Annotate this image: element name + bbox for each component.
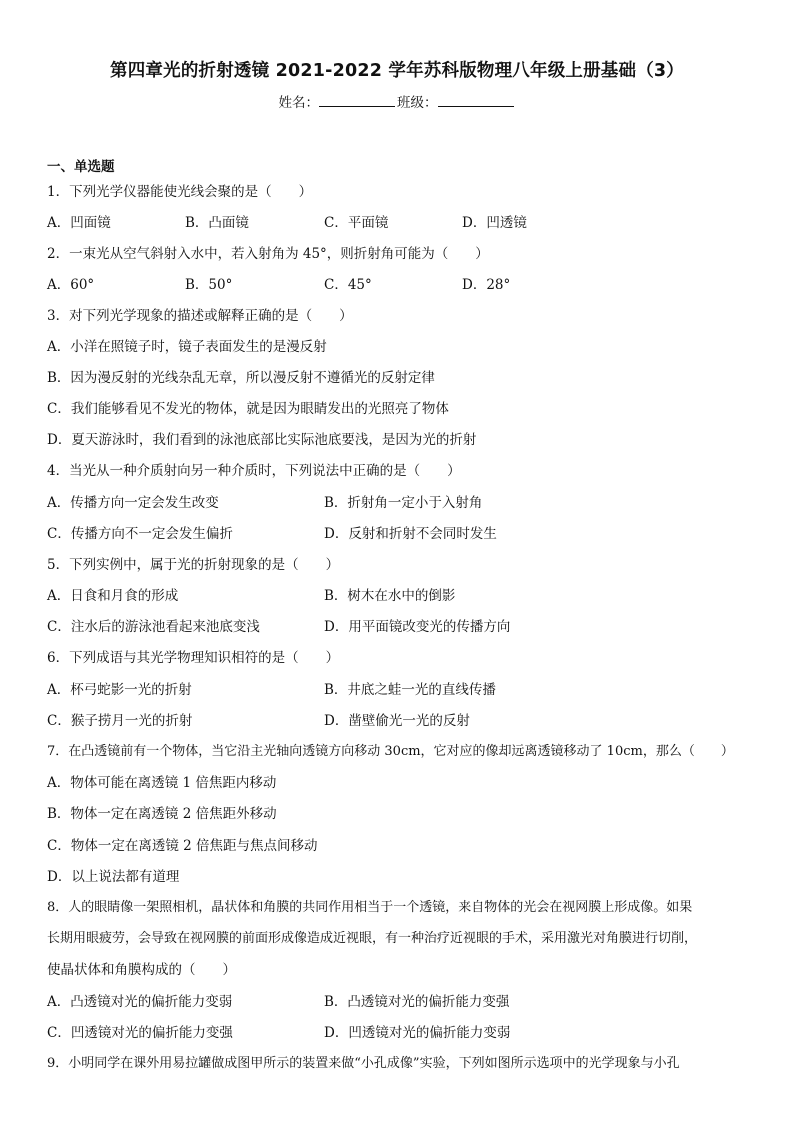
student-info bbox=[0, 91, 794, 111]
option[interactable]: B．折射角一定小于入射角 bbox=[324, 495, 483, 511]
option[interactable]: A．传播方向一定会发生改变 bbox=[47, 495, 219, 511]
option[interactable]: D．以上说法都有道理 bbox=[47, 869, 180, 885]
question-options bbox=[47, 709, 747, 727]
question-options bbox=[47, 522, 747, 540]
question-stem: 1．下列光学仪器能使光线会聚的是（ ） bbox=[47, 184, 313, 200]
question-options bbox=[47, 584, 747, 602]
page-title: 第四章光的折射透镜 2021-2022 学年苏科版物理八年级上册基础（3） bbox=[110, 61, 684, 81]
option[interactable]: C．物体一定在离透镜 2 倍焦距与焦点间移动 bbox=[47, 838, 318, 854]
option[interactable]: C．45° bbox=[324, 277, 372, 293]
name-label: 姓名： bbox=[278, 95, 319, 111]
question-options bbox=[47, 491, 747, 509]
option[interactable]: C．注水后的游泳池看起来池底变浅 bbox=[47, 619, 260, 635]
option[interactable]: B．50° bbox=[185, 277, 233, 293]
option[interactable]: B．井底之蛙一光的直线传播 bbox=[324, 682, 496, 698]
option[interactable]: A．杯弓蛇影一光的折射 bbox=[47, 682, 192, 698]
option[interactable]: A．小洋在照镜子时，镜子表面发生的是漫反射 bbox=[47, 339, 327, 355]
question-stem: 使晶状体和角膜构成的（ ） bbox=[47, 962, 236, 978]
question-stem: 2．一束光从空气斜射入水中，若入射角为 45°，则折射角可能为（ ） bbox=[47, 246, 489, 262]
question-options bbox=[47, 211, 747, 229]
question-stem: 9．小明同学在课外用易拉罐做成图甲所示的装置来做“小孔成像”实验，下列如图所示选项中的光学现象与小孔 bbox=[47, 1056, 680, 1071]
option[interactable]: B．凸面镜 bbox=[185, 215, 249, 231]
option[interactable]: D．凿壁偷光一光的反射 bbox=[324, 713, 470, 729]
option[interactable]: A．物体可能在离透镜 1 倍焦距内移动 bbox=[47, 775, 277, 791]
option[interactable]: B．树木在水中的倒影 bbox=[324, 588, 456, 604]
question-stem: 7．在凸透镜前有一个物体，当它沿主光轴向透镜方向移动 30cm，它对应的像却远离透镜移动了 10cm，那么（ ） bbox=[47, 744, 734, 759]
option[interactable]: D．28° bbox=[462, 277, 511, 293]
option[interactable]: D．凹透镜 bbox=[462, 215, 527, 231]
question-options bbox=[47, 678, 747, 696]
option[interactable]: A．60° bbox=[47, 277, 95, 293]
option[interactable]: C．传播方向不一定会发生偏折 bbox=[47, 526, 233, 542]
question-stem: 5．下列实例中，属于光的折射现象的是（ ） bbox=[47, 557, 340, 573]
question-stem: 4．当光从一种介质射向另一种介质时，下列说法中正确的是（ ） bbox=[47, 463, 461, 479]
option[interactable]: C．猴子捞月一光的折射 bbox=[47, 713, 193, 729]
option[interactable]: A．日食和月食的形成 bbox=[47, 588, 179, 604]
question-options bbox=[47, 273, 747, 291]
class-blank[interactable] bbox=[438, 94, 514, 107]
option[interactable]: C．凹透镜对光的偏折能力变强 bbox=[47, 1025, 233, 1041]
option[interactable]: C．平面镜 bbox=[324, 215, 389, 231]
name-blank[interactable] bbox=[319, 94, 395, 107]
option[interactable]: B．因为漫反射的光线杂乱无章，所以漫反射不遵循光的反射定律 bbox=[47, 370, 435, 386]
option[interactable]: B．物体一定在离透镜 2 倍焦距外移动 bbox=[47, 806, 277, 822]
option[interactable]: A．凸透镜对光的偏折能力变弱 bbox=[47, 994, 233, 1010]
option[interactable]: A．凹面镜 bbox=[47, 215, 111, 231]
option[interactable]: B．凸透镜对光的偏折能力变强 bbox=[324, 994, 510, 1010]
option[interactable]: C．我们能够看见不发光的物体，就是因为眼睛发出的光照亮了物体 bbox=[47, 401, 449, 417]
question-options bbox=[47, 615, 747, 633]
option[interactable]: D．凹透镜对光的偏折能力变弱 bbox=[324, 1025, 511, 1041]
option[interactable]: D．夏天游泳时，我们看到的泳池底部比实际池底要浅，是因为光的折射 bbox=[47, 432, 477, 448]
option[interactable]: D．用平面镜改变光的传播方向 bbox=[324, 619, 511, 635]
section-title: 一、单选题 bbox=[47, 159, 115, 175]
question-stem: 6．下列成语与其光学物理知识相符的是（ ） bbox=[47, 650, 340, 666]
question-stem: 8．人的眼睛像一架照相机，晶状体和角膜的共同作用相当于一个透镜，来自物体的光会在视网膜上形成像。如果 bbox=[47, 900, 693, 915]
question-stem: 3．对下列光学现象的描述或解释正确的是（ ） bbox=[47, 308, 353, 324]
question-options bbox=[47, 1021, 747, 1039]
option[interactable]: D．反射和折射不会同时发生 bbox=[324, 526, 497, 542]
class-label: 班级： bbox=[397, 95, 438, 111]
question-options bbox=[47, 990, 747, 1008]
question-stem: 长期用眼疲劳，会导致在视网膜的前面形成像造成近视眼，有一种治疗近视眼的手术，采用激光对角膜进行切削， bbox=[47, 931, 698, 946]
